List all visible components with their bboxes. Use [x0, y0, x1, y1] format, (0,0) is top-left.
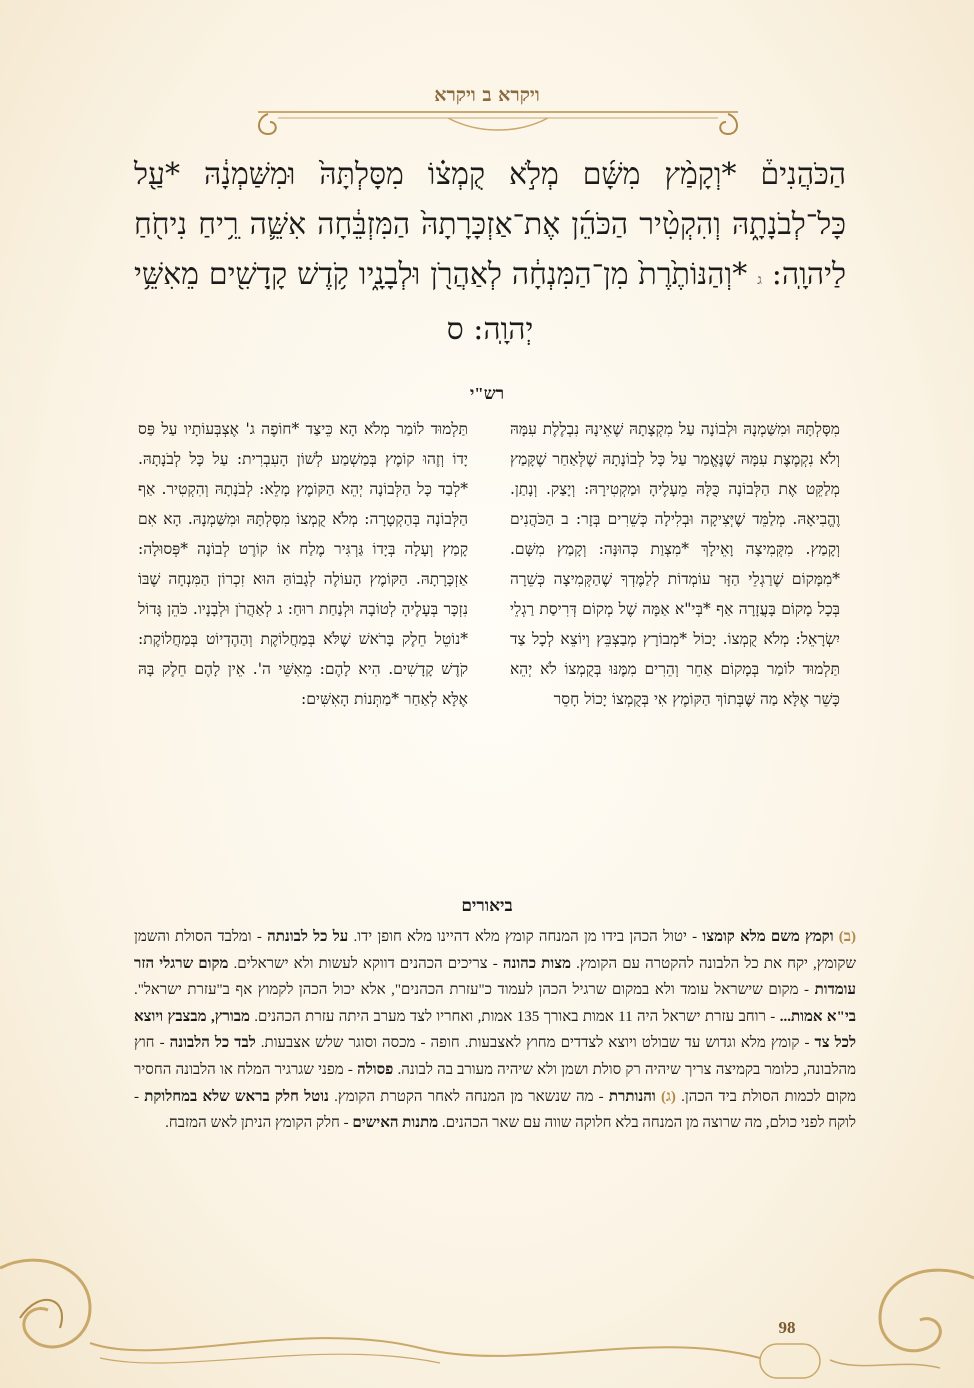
beurim-term: נוטל חלק בראש שלא במחלוקת	[144, 1088, 329, 1105]
beurim-segments	[134, 929, 856, 1105]
beurim-term: פסולה	[357, 1061, 394, 1078]
beurim-explanation: - חלק הקומץ הניתן לאש המזבח.	[165, 1115, 353, 1132]
footer-ornament-icon	[0, 1248, 974, 1388]
beurim-term: והנותרת	[608, 1088, 656, 1105]
beurim-term: וקמץ משם מלא קומצו	[702, 929, 834, 945]
rashi-title: רש"י	[469, 384, 505, 403]
beurim-explanation: - מפני שגרגיר המלח או הלבונה החסיר מקום לכמות הסולת ביד הכהן.	[134, 1061, 857, 1105]
beurim-title: ביאורים	[461, 896, 513, 915]
verse-number: ג	[757, 272, 762, 288]
beurim-explanation: - חוץ מהלבונה, כלומר בקמיצה צריך שיהיה רק סולת ושמן ולא שיהיה מעורב בה לבונה.	[134, 1035, 857, 1078]
beurim-explanation: - מקום שישראל עומד ולא במקום שרגיל הכהן לעמוד כ"עזרת הכהנים", אלא יכול הכהן לקמוץ אף ב"עזרת ישראל".	[134, 982, 815, 999]
rashi-column-right: מִסָּלְתָּהּ וּמִשַּׁמְנָהּ וּלְבוֹנָה עַל מִקְצָתָהּ שֶׁאֵינָהּ נִבְלֶלֶת עִמָּהּ וְלֹא נִקְמֶצֶת עִמָּהּ שֶׁנֶּאֱמַר עַל כָּל לְבוֹנָתָהּ שֶׁלְּאַחַר שֶׁקָּמַץ מְלַקֵּט אֶת הַלְּבוֹנָה כֻּלָּהּ מֵעָלֶיהָ וּמַקְטִירָהּ: וְיָצַק. וְנָתַן. וֶהֱבִיאָהּ. מְלַמֵּד שֶׁיְּצִיקָה וּבְלִילָה כְּשֵׁרִים בְּזָר: ב הַכֹּהֲנִים וְקָמַץ. מִקְּמִיצָה וָאֵילָךְ *מִצְוַת כְּהוּנָּה: וְקָמַץ מִשָּׁם. *מִמָּקוֹם שֶׁרַגְלֵי הַזָּר עוֹמְדוֹת לְלַמֶּדְךָ שֶׁהַקְּמִיצָה כְּשֵׁרָה בְּכָל מָקוֹם בָּעֲזָרָה אַף *בְּי"א אַמָּה שֶׁל מְקוֹם דְּרִיסַת רַגְלֵי יִשְׂרָאֵל: מְלֹא קֻמְצוֹ. יָכוֹל *מְבוֹרָץ מְבַצְבֵּץ וְיוֹצֵא לְכָל צַד תַּלְמוּד לוֹמַר בְּמָקוֹם אַחֵר וְהֵרִים מִמֶּנּוּ בְּקֻמְצוֹ לֹא יְהֵא כָּשֵׁר אֶלָּא מַה שֶּׁבְּתוֹךְ הַקּוֹמֶץ אִי בְּקֻמְצוֹ יָכוֹל חָסֵר	[510, 420, 840, 708]
beurim-explanation: - ומלבד הסולת והשמן שקומץ, יקח את כל הלבונה להקטרה עם הקומץ.	[134, 929, 856, 972]
torah-verse	[134, 150, 846, 355]
beurim-term: מצות כהונה	[502, 955, 571, 972]
running-header: ויקרא ב ויקרא	[434, 84, 540, 106]
beurim-text	[134, 924, 856, 1137]
page-number: 98	[778, 1318, 796, 1337]
beurim-explanation: - יטול הכהן בידו מן המנחה קומץ מלא דהיינו מלא חופן ידו.	[348, 929, 703, 945]
beurim-explanation: - קומץ מלא וגדוש עד שבולט ויוצא לצדדים מחוץ לאצבעות. חופה - מכסה וסוגר שלש אצבעות.	[255, 1035, 815, 1052]
beurim-explanation: - צריכים הכהנים דווקא לעשות ולא ישראלים.	[228, 955, 503, 972]
beurim-term: מבורץ, מבצבץ ויוצא לכל צד	[134, 1008, 856, 1052]
beurim-term: מקום שרגלי הזר עומדות	[134, 955, 856, 999]
beurim-explanation: - לוקח לפני כולם, מה שרוצה מן המנחה בלא חלוקה שווה עם שאר הכהנים.	[134, 1088, 856, 1132]
beurim-term: בי"א אמות...	[779, 1008, 856, 1025]
header-ornament-icon	[248, 104, 748, 144]
verse-text-part1: הַכֹּהֲנִים֒ *וְקָמַ֨ץ מִשָּׁ֜ם מְלֹ֣א קֻמְצ֗וֹ מִסָּלְתָּהּ֙ וּמִשַּׁמְנָ֔הּ *עַ֖ל כָּל־לְבֹנָתָ֑הּ וְהִקְטִ֨יר הַכֹּהֵ֜ן אֶת־אַזְכָּרָתָהּ֙ הַמִּזְבֵּ֔חָה אִשֵּׁ֛ה רֵ֥יחַ נִיחֹ֖חַ לַיהוָֽה:	[134, 157, 846, 292]
rashi-column-left: תַּלְמוּד לוֹמַר מְלֹא הָא כֵּיצַד *חוֹפֶה ג' אֶצְבְּעוֹתָיו עַל פַּס יָדוֹ וְזֶהוּ קוֹמֶץ בְּמַשְׁמַע לְשׁוֹן הָעִבְרִית: עַל כָּל לְבֹנָתָהּ. *לְבַד כָּל הַלְּבוֹנָה יְהֵא הַקּוֹמֶץ מָלֵא: לְבֹנָתָהּ וְהִקְטִיר. אַף הַלְּבוֹנָה בְּהַקְטָרָה: מְלֹא קֻמְצוֹ מִסָּלְתָּהּ וּמִשַּׁמְנָהּ. הָא אִם קָמַץ וְעָלָה בְּיָדוֹ גַּרְגִּיר מֶלַח אוֹ קוֹרֶט לְבוֹנָה *פְּסוּלָה: אַזְכָּרָתָהּ. הַקּוֹמֶץ הָעוֹלֶה לְגָבוֹהַּ הוּא זִכְרוֹן הַמִּנְחָה שֶׁבּוֹ נִזְכָּר בְּעָלֶיהָ לְטוֹבָה וּלְנַחַת רוּחַ: ג לְאַהֲרֹן וּלְבָנָיו. כֹּהֵן גָּדוֹל *נוֹטֵל חֵלֶק בָּרֹאשׁ שֶׁלֹּא בְּמַחֲלוֹקֶת וְהַהֶדְיוֹט בְּמַחֲלוֹקֶת: קֹדֶשׁ קָדָשִׁים. הִיא לָהֶם: מֵאִשֵּׁי ה'. אֵין לָהֶם חֵלֶק בָּהּ אֶלָּא לְאַחַר *מַתְּנוֹת הָאִשִּׁים:	[138, 420, 468, 708]
beurim-label-2: (ג)	[660, 1088, 676, 1105]
beurim-term: מתנות האישים	[352, 1115, 439, 1132]
verse-text-part2: *וְהַנּוֹתֶ֙רֶת֙ מִן־הַמִּנְחָ֔ה לְאַהֲרֹ֖ן וּלְבָנָ֑יו קֹ֥דֶשׁ קָֽדָשִׁ֖ים מֵאִשֵּׁ֥י יְהוָֽה: ס	[134, 257, 748, 347]
beurim-label: (ב)	[838, 929, 857, 945]
beurim-term: על כל לבונתה	[267, 929, 349, 945]
beurim-term: לבד כל הלבונה	[169, 1035, 256, 1052]
beurim-explanation: - רוחב עזרת ישראל היה 11 אמות באורך 135 אמות, ואחריו לצד מערב היתה עזרת הכהנים.	[249, 1008, 780, 1025]
beurim-explanation: - מה שנשאר מן המנחה לאחר הקטרת הקומץ.	[328, 1088, 609, 1105]
